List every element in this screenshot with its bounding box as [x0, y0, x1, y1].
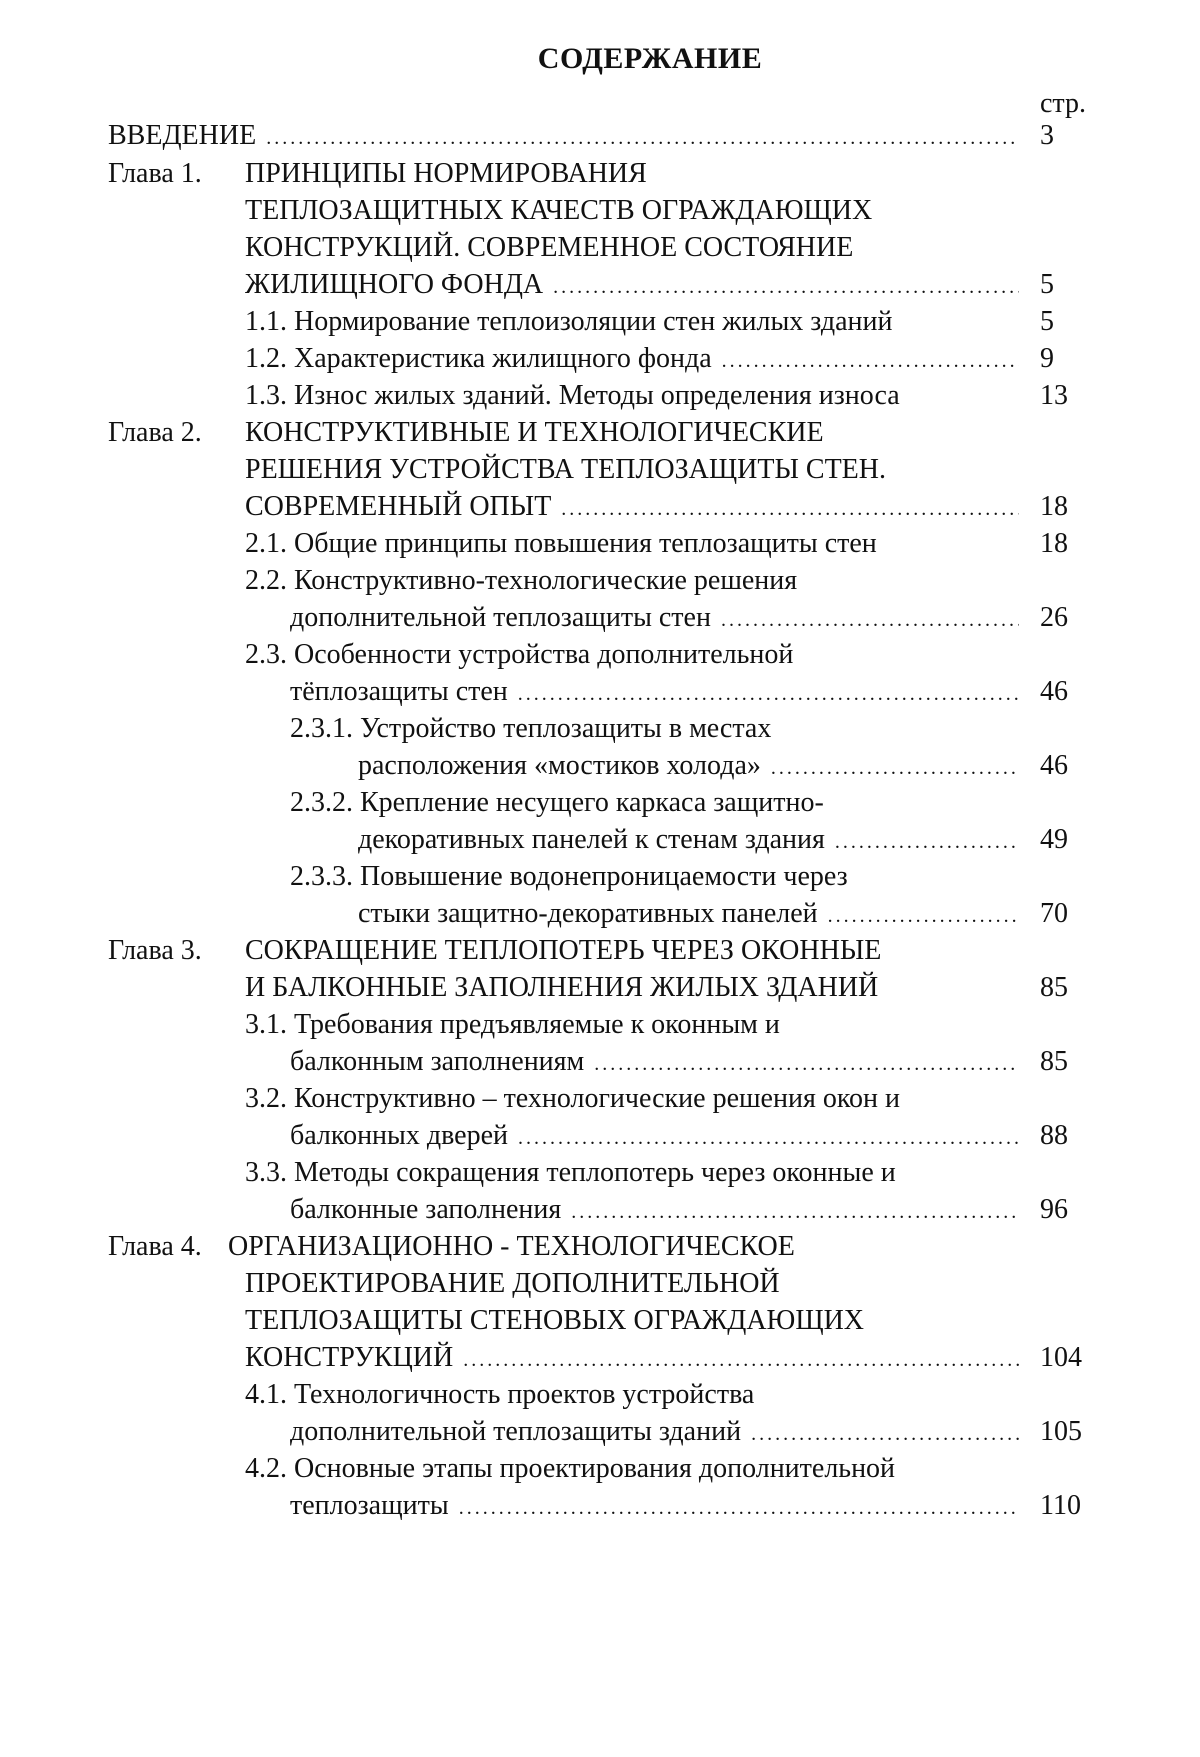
page-number: 26: [1040, 602, 1068, 633]
chapter-title-line: ОРГАНИЗАЦИОННО - ТЕХНОЛОГИЧЕСКОЕ: [228, 1231, 795, 1262]
toc-entry: 2.1. Общие принципы повышения теплозащиты стен: [245, 528, 877, 559]
dot-leader: [463, 1342, 1019, 1378]
toc-entry: 3.2. Конструктивно – технологические решения окон и: [245, 1083, 900, 1114]
toc-entry-cont: дополнительной теплозащиты зданий .....: [290, 1414, 1023, 1450]
dot-leader: [751, 1416, 1019, 1452]
entry-title: ВВЕДЕНИЕ: [108, 120, 257, 151]
toc-entry: 1.3. Износ жилых зданий. Методы определения износа: [245, 380, 900, 411]
chapter-label: Глава 2.: [108, 417, 202, 448]
chapter-title-line: СОКРАЩЕНИЕ ТЕПЛОПОТЕРЬ ЧЕРЕЗ ОКОННЫЕ: [245, 935, 882, 966]
page-number: 70: [1040, 898, 1068, 929]
dot-leader: [771, 750, 1019, 786]
page-number: 18: [1040, 528, 1068, 559]
dot-leader: [553, 269, 1019, 305]
dot-leader: [835, 824, 1019, 860]
page-number: 13: [1040, 380, 1068, 411]
toc-entry-cont: балконные заполнения .....: [290, 1192, 1023, 1228]
page-number: 105: [1040, 1416, 1082, 1447]
page-number: 49: [1040, 824, 1068, 855]
toc-entry: 2.3.1. Устройство теплозащиты в местах: [290, 713, 772, 744]
page-number: 46: [1040, 750, 1068, 781]
toc-entry-cont: декоративных панелей к стенам здания .....: [358, 822, 1023, 858]
page-number: 110: [1040, 1490, 1081, 1521]
dot-leader: [561, 491, 1019, 527]
page-number: 5: [1040, 269, 1054, 300]
page-number: 88: [1040, 1120, 1068, 1151]
toc-entry-cont: балконных дверей .....: [290, 1118, 1023, 1154]
toc-entry: 3.3. Методы сокращения теплопотерь через оконные и: [245, 1157, 896, 1188]
dot-leader: [266, 120, 1019, 156]
chapter-label: Глава 4.: [108, 1231, 202, 1262]
toc-entry: 4.1. Технологичность проектов устройства: [245, 1379, 755, 1410]
chapter-label: Глава 1.: [108, 158, 202, 189]
toc-entry-cont: дополнительной теплозащиты стен .....: [290, 600, 1023, 636]
toc-entry: 4.2. Основные этапы проектирования дополнительной: [245, 1453, 896, 1484]
chapter-title-line: СОВРЕМЕННЫЙ ОПЫТ .....: [245, 489, 1023, 525]
toc-entry-cont: теплозащиты .....: [290, 1488, 1023, 1524]
chapter-title-line: И БАЛКОННЫЕ ЗАПОЛНЕНИЯ ЖИЛЫХ ЗДАНИЙ: [245, 972, 879, 1003]
chapter-label: Глава 3.: [108, 935, 202, 966]
toc-entry: 2.3.2. Крепление несущего каркаса защитно-: [290, 787, 824, 818]
toc-entry: 2.3.3. Повышение водонепроницаемости через: [290, 861, 848, 892]
toc-entry: 2.2. Конструктивно-технологические решения: [245, 565, 798, 596]
dot-leader: [459, 1490, 1019, 1526]
page-number: 46: [1040, 676, 1068, 707]
toc-entry-cont: балконным заполнениям .....: [290, 1044, 1023, 1080]
toc-entry: 2.3. Особенности устройства дополнительной: [245, 639, 794, 670]
page-number: 85: [1040, 972, 1068, 1003]
page-number: 5: [1040, 306, 1054, 337]
chapter-title-line: КОНСТРУКЦИЙ .....: [245, 1340, 1023, 1376]
page-number: 104: [1040, 1342, 1082, 1373]
page-title: СОДЕРЖАНИЕ: [537, 42, 763, 75]
toc-entry-cont: расположения «мостиков холода» .....: [358, 748, 1023, 784]
toc-entry: 1.1. Нормирование теплоизоляции стен жилых зданий: [245, 306, 893, 337]
toc-entry-intro: [108, 118, 1023, 154]
page-number: 18: [1040, 491, 1068, 522]
dot-leader: [594, 1046, 1019, 1082]
page-number: 3: [1040, 120, 1054, 151]
chapter-title-line: ТЕПЛОЗАЩИТЫ СТЕНОВЫХ ОГРАЖДАЮЩИХ: [245, 1305, 865, 1336]
page-number: 9: [1040, 343, 1054, 374]
dot-leader: [518, 676, 1019, 712]
chapter-title-line: ПРИНЦИПЫ НОРМИРОВАНИЯ: [245, 158, 647, 189]
dot-leader: [722, 343, 1019, 379]
toc-entry: 3.1. Требования предъявляемые к оконным и: [245, 1009, 780, 1040]
chapter-title-line: РЕШЕНИЯ УСТРОЙСТВА ТЕПЛОЗАЩИТЫ СТЕН.: [245, 454, 886, 485]
chapter-title-line: ТЕПЛОЗАЩИТНЫХ КАЧЕСТВ ОГРАЖДАЮЩИХ: [245, 195, 873, 226]
chapter-title-line: ПРОЕКТИРОВАНИЕ ДОПОЛНИТЕЛЬНОЙ: [245, 1268, 780, 1299]
dot-leader: [518, 1120, 1019, 1156]
chapter-title-line: КОНСТРУКТИВНЫЕ И ТЕХНОЛОГИЧЕСКИЕ: [245, 417, 824, 448]
toc-entry: 1.2. Характеристика жилищного фонда .....: [245, 341, 1023, 377]
page-column-header: стр.: [1040, 88, 1087, 119]
chapter-title-line: ЖИЛИЩНОГО ФОНДА .....: [245, 267, 1023, 303]
dot-leader: [828, 898, 1019, 934]
dot-leader: [571, 1194, 1019, 1230]
dot-leader: [721, 602, 1019, 638]
chapter-title-line: КОНСТРУКЦИЙ. СОВРЕМЕННОЕ СОСТОЯНИЕ: [245, 232, 854, 263]
toc-entry-cont: тёплозащиты стен .....: [290, 674, 1023, 710]
toc-entry-cont: стыки защитно-декоративных панелей .....: [358, 896, 1023, 932]
page-number: 85: [1040, 1046, 1068, 1077]
page-number: 96: [1040, 1194, 1068, 1225]
